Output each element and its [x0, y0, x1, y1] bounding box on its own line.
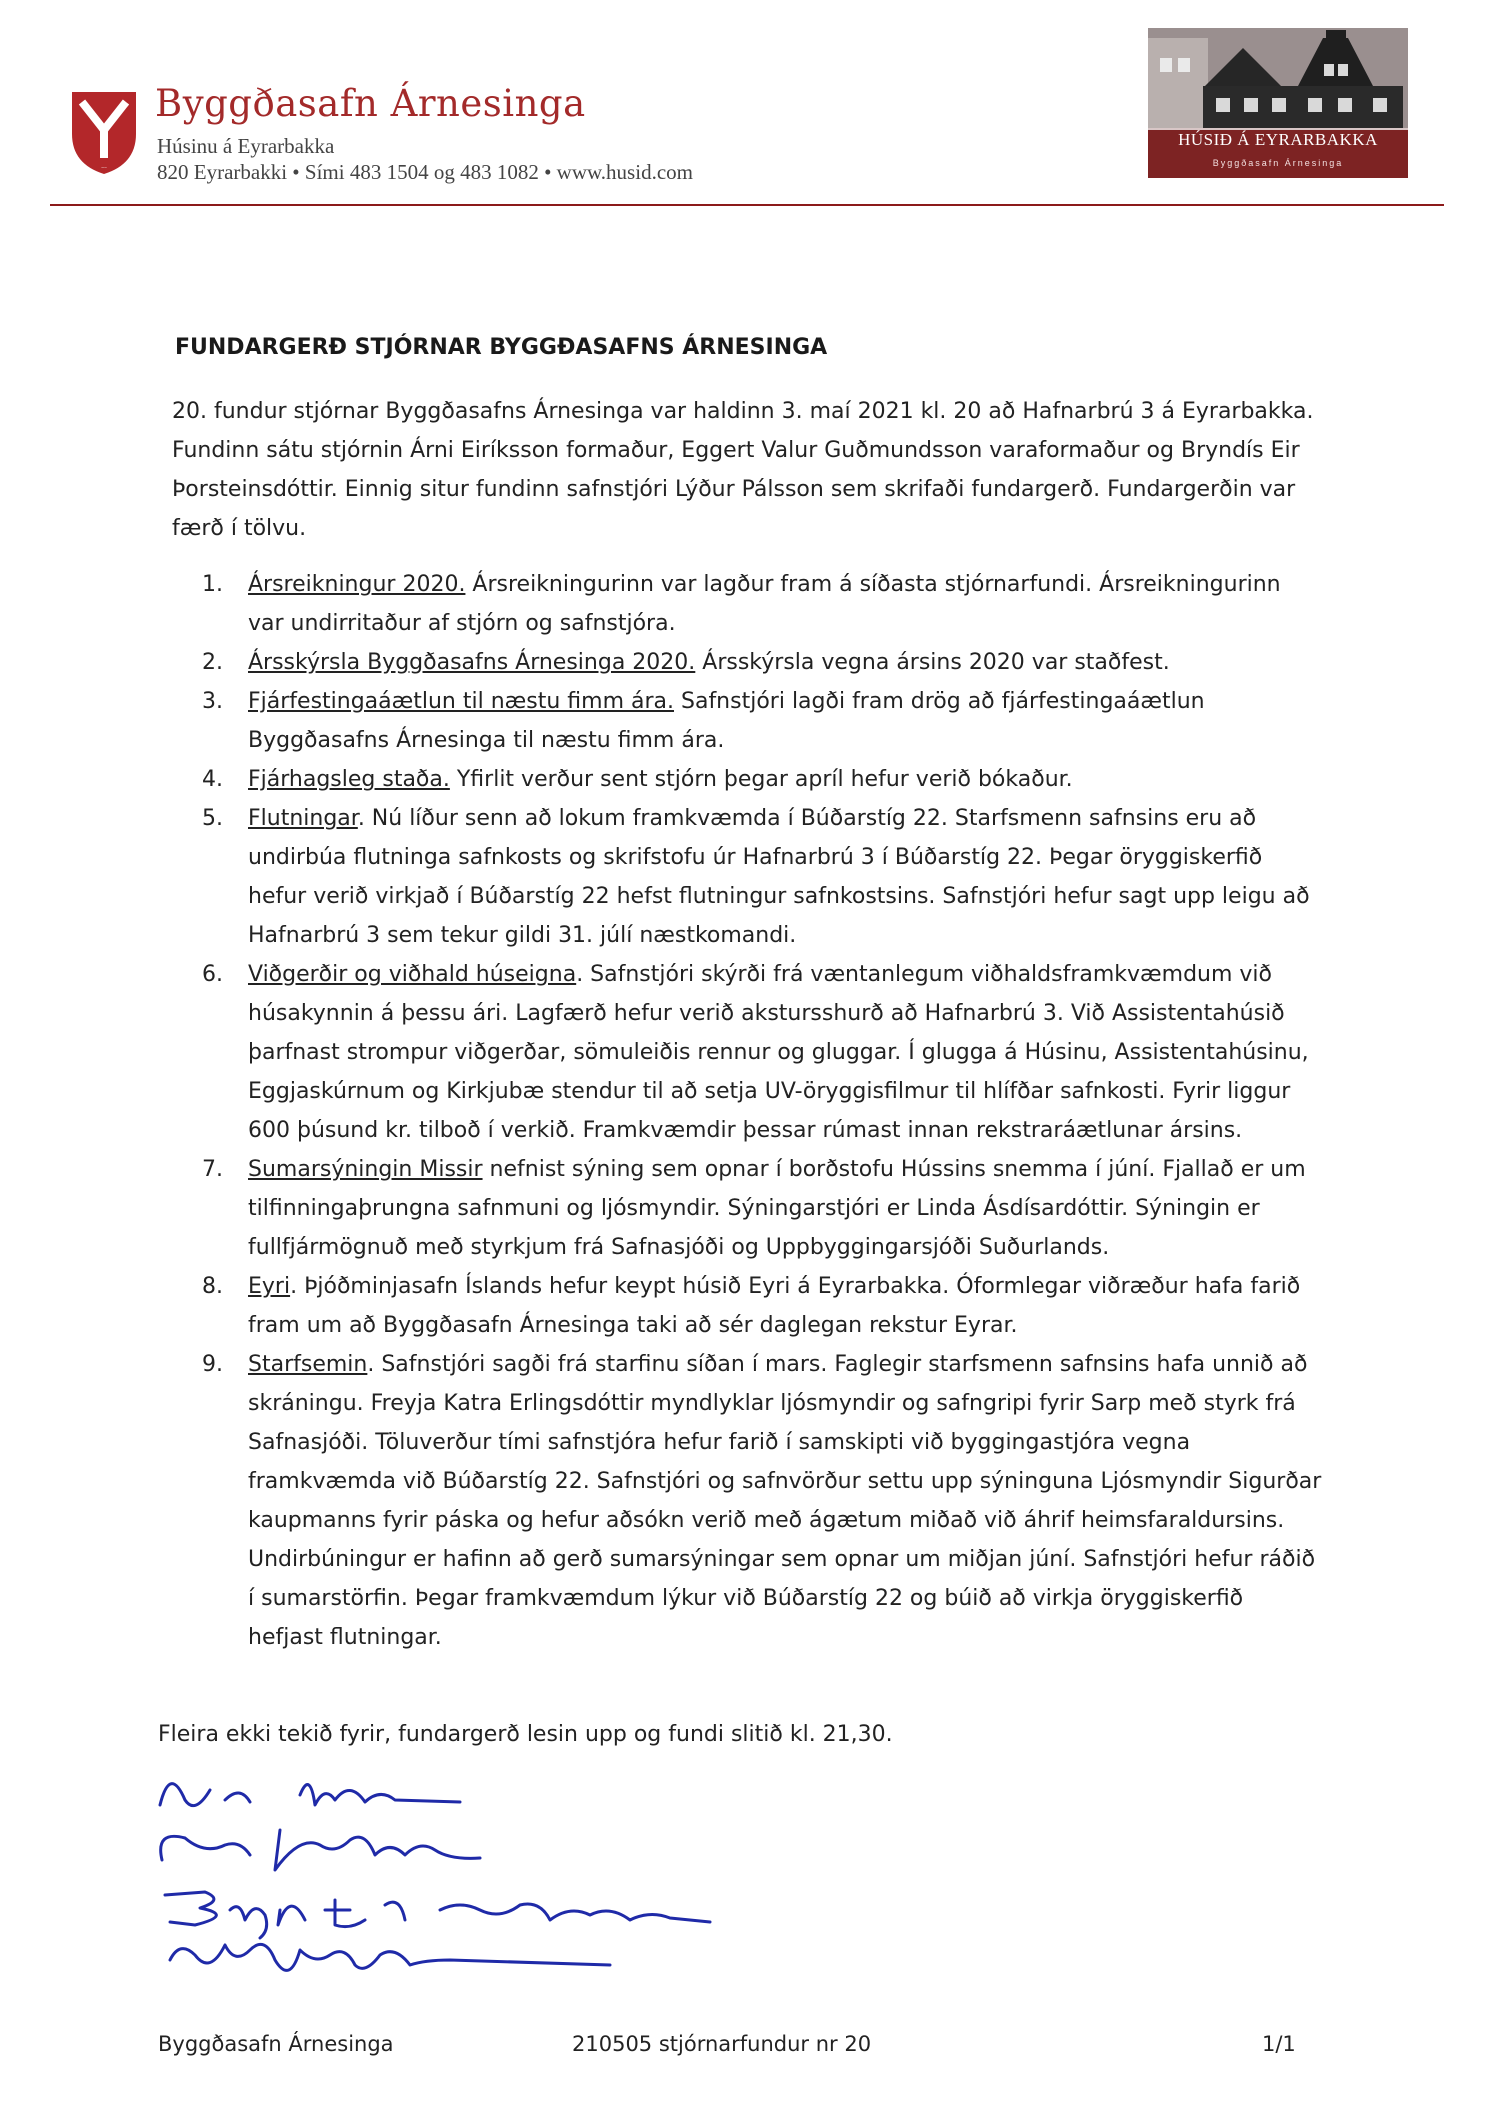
- signature-3: [165, 1892, 710, 1938]
- org-name: Byggðasafn Árnesinga: [155, 82, 586, 125]
- agenda-item: [202, 1345, 1322, 1657]
- org-contact: 820 Eyrarbakki • Sími 483 1504 og 483 1082 • www.husid.com: [157, 160, 693, 184]
- agenda-item-heading: Eyri: [248, 1274, 291, 1299]
- closing-statement: Fleira ekki tekið fyrir, fundargerð lesin upp og fundi slitið kl. 21,30.: [158, 1722, 893, 1747]
- house-logo-title: HÚSIÐ Á EYRARBAKKA: [1178, 130, 1378, 149]
- agenda-item-text: Yfirlit verður sent stjórn þegar apríl hefur verið bókaður.: [449, 767, 1073, 792]
- agenda-item: [202, 955, 1322, 1150]
- agenda-item-text: Ársreikningurinn var lagður fram á síðasta stjórnarfundi. Ársreikningurinn var undirritaður af stjórn og safnstjóra.: [248, 572, 1281, 636]
- agenda-item-number: 8.: [202, 1274, 223, 1299]
- agenda-item: [202, 643, 1322, 682]
- document-title: FUNDARGERÐ STJÓRNAR BYGGÐASAFNS ÁRNESINGA: [175, 335, 828, 360]
- agenda-item-heading: Sumarsýningin Missir: [248, 1157, 483, 1182]
- agenda-item-text: Safnstjóri lagði fram drög að fjárfestingaáætlun Byggðasafns Árnesinga til næstu fimm ára.: [248, 689, 1205, 753]
- agenda-item-text: . Þjóðminjasafn Íslands hefur keypt húsið Eyri á Eyrarbakka. Óformlegar viðræður hafa farið fram um að Byggðasafn Árnesinga taki að sér daglegan rekstur Eyrar.: [248, 1274, 1301, 1338]
- agenda-item-heading: Fjárfestingaáætlun til næstu fimm ára.: [248, 689, 674, 714]
- signature-2: [161, 1830, 480, 1870]
- agenda-item-number: 7.: [202, 1157, 223, 1182]
- agenda-item-number: 9.: [202, 1352, 223, 1377]
- svg-text:...: ...: [101, 163, 107, 170]
- agenda-item-number: 4.: [202, 767, 223, 792]
- agenda-item-text: Ársskýrsla vegna ársins 2020 var staðfest.: [695, 650, 1170, 675]
- agenda-list: [202, 565, 1322, 1657]
- agenda-item-heading: Ársreikningur 2020.: [248, 572, 466, 597]
- agenda-item-heading: Fjárhagsleg staða.: [248, 767, 450, 792]
- museum-logo-icon: [70, 88, 138, 176]
- agenda-item-heading: Flutningar: [248, 806, 358, 831]
- agenda-item: [202, 799, 1322, 955]
- footer-document-ref: 210505 stjórnarfundur nr 20: [572, 2032, 872, 2056]
- org-address: Húsinu á Eyrarbakka: [157, 134, 335, 158]
- agenda-item-number: 6.: [202, 962, 223, 987]
- agenda-item: [202, 1267, 1322, 1345]
- agenda-item: [202, 760, 1322, 799]
- header-divider: [50, 204, 1444, 206]
- footer-org-name: Byggðasafn Árnesinga: [158, 2032, 394, 2056]
- agenda-item-text: . Nú líður senn að lokum framkvæmda í Búðarstíg 22. Starfsmenn safnsins eru að undirbúa flutninga safnkosts og skrifstofu úr Hafnarbrú 3 í Búðarstíg 22. Þegar öryggiskerfið hefur verið virkjað í Búðarstíg 22 hefst flutningur safnkostsins. Safnstjóri hefur sagt upp leigu að Hafnarbrú 3 sem tekur gildi 31. júlí næstkomandi.: [248, 806, 1310, 948]
- agenda-item: [202, 1150, 1322, 1267]
- agenda-item-text: . Safnstjóri sagði frá starfinu síðan í mars. Faglegir starfsmenn safnsins hafa unnið að skráningu. Freyja Katra Erlingsdóttir myndlyklar ljósmyndir og safngripi fyrir Sarp með styrk frá Safnasjóði. Töluverður tími safnstjóra hefur farið í samskipti við byggingastjóra vegna framkvæmda við Búðarstíg 22. Safnstjóri og safnvörður settu upp sýninguna Ljósmyndir Sigurðar kaupmanns fyrir páska og hefur aðsókn verið með ágætum miðað við áhrif heimsfaraldursins. Undirbúningur er hafinn að gerð sumarsýningar sem opnar um miðjan júní. Safnstjóri hefur ráðið í sumarstörfin. Þegar framkvæmdum lýkur við Búðarstíg 22 og búið að virkja öryggiskerfið hefjast flutningar.: [248, 1352, 1322, 1650]
- agenda-item-number: 5.: [202, 806, 223, 831]
- signature-1: [160, 1784, 460, 1806]
- house-logo-icon: [1148, 28, 1408, 178]
- agenda-item-text: . Safnstjóri skýrði frá væntanlegum viðhaldsframkvæmdum við húsakynnin á þessu ári. Lagfærð hefur verið akstursshurð að Hafnarbrú 3. Við Assistentahúsið þarfnast strompur viðgerðar, sömuleiðis rennur og gluggar. Í glugga á Húsinu, Assistentahúsinu, Eggjaskúrnum og Kirkjubæ stendur til að setja UV-öryggisfilmur til hlífðar safnkosti. Fyrir liggur 600 þúsund kr. tilboð í verkið. Framkvæmdir þessar rúmast innan rekstraráætlunar ársins.: [248, 962, 1309, 1143]
- signature-4: [170, 1944, 610, 1970]
- agenda-item-number: 2.: [202, 650, 223, 675]
- intro-paragraph: 20. fundur stjórnar Byggðasafns Árnesinga var haldinn 3. maí 2021 kl. 20 að Hafnarbrú 3 á Eyrarbakka. Fundinn sátu stjórnin Árni Eiríksson formaður, Eggert Valur Guðmundsson varaformaður og Bryndís Eir Þorsteinsdóttir. Einnig situr fundinn safnstjóri Lýður Pálsson sem skrifaði fundargerð. Fundargerðin var færð í tölvu.: [172, 399, 1314, 541]
- agenda-item-number: 3.: [202, 689, 223, 714]
- agenda-item-number: 1.: [202, 572, 223, 597]
- handwritten-signatures: [150, 1760, 850, 2010]
- agenda-item: [202, 565, 1322, 643]
- letterhead: [0, 0, 1500, 215]
- agenda-item: [202, 682, 1322, 760]
- agenda-item-heading: Starfsemin: [248, 1352, 368, 1377]
- footer-page-number: 1/1: [1262, 2032, 1296, 2056]
- agenda-item-text: nefnist sýning sem opnar í borðstofu Hússins snemma í júní. Fjallað er um tilfinningaþrungna safnmuni og ljósmyndir. Sýningarstjóri er Linda Ásdísardóttir. Sýningin er fullfjármögnuð með styrkjum frá Safnasjóði og Uppbyggingarsjóði Suðurlands.: [248, 1157, 1306, 1260]
- house-logo-subtitle: Byggðasafn Árnesinga: [1212, 158, 1344, 168]
- agenda-item-heading: Viðgerðir og viðhald húseigna: [248, 962, 577, 987]
- agenda-item-heading: Ársskýrsla Byggðasafns Árnesinga 2020.: [248, 650, 696, 675]
